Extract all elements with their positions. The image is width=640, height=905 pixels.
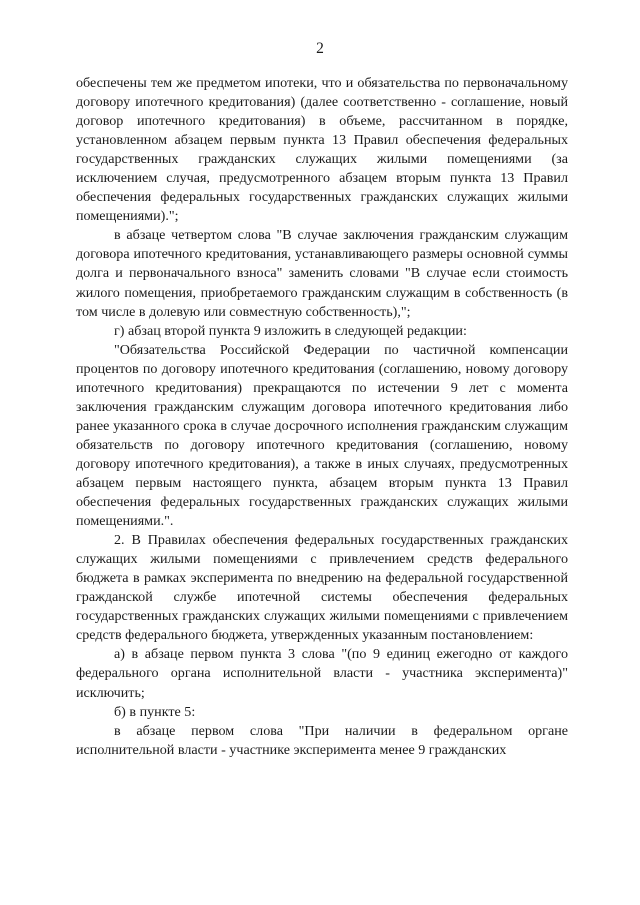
page-number: 2 <box>316 40 324 57</box>
paragraph-item-a: а) в абзаце первом пункта 3 слова "(по 9 единиц ежегодно от каждого федерального органа исполнительной власти - участника эксперимента)" исключить; <box>76 646 568 701</box>
paragraph-continuation: обеспечены тем же предметом ипотеки, что и обязательства по первоначальному договору ипотечного кредитования) (далее соответственно - соглашение, новый договор ипотечного кредитования) в объеме, рассчитанном в порядке, установленном абзацем первым пункта 13 Правил обеспечения федеральных государственных гражданских служащих жилыми помещениями (за исключением случая, предусмотренного абзацем вторым пункта 13 Правил обеспечения федеральных государственных гражданских служащих жилыми помещениями)."; <box>76 75 568 225</box>
document-body <box>76 74 568 760</box>
paragraph-item-b: б) в пункте 5: <box>114 703 196 720</box>
paragraph-abzac-pervyi: в абзаце первом слова "При наличии в федеральном органе исполнительной власти - участнике эксперимента менее 9 гражданских <box>76 722 568 758</box>
paragraph-abzac-chetvertyi: в абзаце четвертом слова "В случае заключения гражданским служащим договора ипотечного кредитования, устанавливающего размеры основной суммы долга и первоначального взноса" заменить словами "В случае если стоимость жилого помещения, приобретаемого гражданским служащим в собственность (в том числе в долевую или совместную собственность),"; <box>76 227 568 320</box>
paragraph-quoted-obligations: "Обязательства Российской Федерации по частичной компенсации процентов по договору ипотечного кредитования (соглашению, новому договору ипотечного кредитования) прекращаются по истечении 9 лет с момента заключения гражданским служащим договора ипотечного кредитования либо ранее указанного срока в случае досрочного исполнения гражданским служащим обязательств по договору ипотечного кредитования (соглашению, новому договору ипотечного кредитования), а также в иных случаях, предусмотренных абзацем первым настоящего пункта, абзацем вторым пункта 13 Правил обеспечения федеральных государственных гражданских служащих жилыми помещениями.". <box>76 341 568 530</box>
paragraph-section-2: 2. В Правилах обеспечения федеральных государственных гражданских служащих жилыми помещениями с привлечением средств федерального бюджета в рамках эксперимента по внедрению на федеральной государственной гражданской службе ипотечной системы обеспечения федеральных государственных гражданских служащих жилыми помещениями с привлечением средств федерального бюджета, утвержденных указанным постановлением: <box>76 532 568 644</box>
paragraph-item-g: г) абзац второй пункта 9 изложить в следующей редакции: <box>114 322 467 339</box>
